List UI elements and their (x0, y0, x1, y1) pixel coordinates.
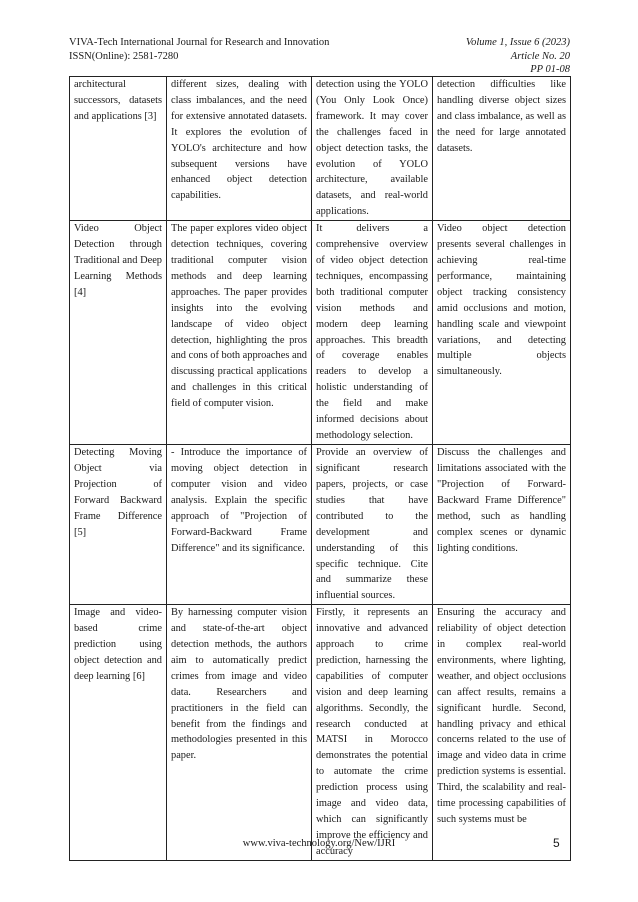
literature-review-table (69, 76, 571, 861)
paper-title-cell: Video Object Detection through Traditional and Deep Learning Methods [4] (70, 221, 167, 445)
paper-title-cell: Detecting Moving Object via Projection of Forward Backward Frame Difference [5] (70, 445, 167, 605)
contribution-cell: Firstly, it represents an innovative and advanced approach to crime prediction, harnessing the capabilities of computer vision and deep learning algorithms. Secondly, the research conducted at MATSI in Morocco demonstrates the potential to automate the crime prediction process using image and video data, which can significantly improve the efficiency and accuracy (312, 605, 433, 861)
contribution-cell: Provide an overview of significant research papers, projects, or case studies that have contributed to the development and understanding of this specific technique. Cite and summarize these influential sources. (312, 445, 433, 605)
challenges-cell: Ensuring the accuracy and reliability of object detection in complex real-world environments, where lighting, weather, and object occlusions can affect results, remains a significant hurdle. Second, handling privacy and ethical concerns related to the use of image and video data in crime prediction systems is essential. Third, the scalability and real-time processing capabilities of such systems must be (433, 605, 571, 861)
footer-url: www.viva-technology.org/New/IJRI (242, 838, 396, 849)
article-number: Article No. 20 (510, 50, 570, 62)
page-range: PP 01-08 (530, 64, 570, 75)
challenges-cell: Video object detection presents several challenges in achieving real-time performance, maintaining object tracking consistency amid occlusions and motion, handling scale and viewpoint variations, and detecting multiple objects simultaneously. (433, 221, 571, 445)
journal-name: VIVA-Tech International Journal for Research and Innovation (69, 37, 330, 48)
volume-issue: Volume 1, Issue 6 (2023) (465, 37, 570, 48)
paper-title-cell: Image and video-based crime prediction using object detection and deep learning [6] (70, 605, 167, 861)
table-row (70, 445, 571, 605)
page-header (69, 36, 570, 76)
table-row (70, 221, 571, 445)
paper-title-cell: architectural successors, datasets and applications [3] (70, 77, 167, 221)
challenges-cell: detection difficulties like handling diverse object sizes and class imbalance, as well as the need for large annotated datasets. (433, 77, 571, 221)
summary-cell: The paper explores video object detection techniques, covering traditional computer vision methods and deep learning approaches. The paper provides insights into the evolving landscape of video object detection, highlighting the pros and cons of both approaches and discussing practical applications and challenges in this critical field of computer vision. (167, 221, 312, 445)
issn: ISSN(Online): 2581-7280 (69, 51, 179, 62)
contribution-cell: It delivers a comprehensive overview of video object detection techniques, encompassing both traditional computer vision methods and modern deep learning approaches. This breadth of coverage enables readers to develop a holistic understanding of the field and make informed decisions about methodology selection. (312, 221, 433, 445)
page-number: 5 (553, 836, 560, 850)
challenges-cell: Discuss the challenges and limitations associated with the "Projection of Forward-Backward Frame Difference" method, such as handling complex scenes or dynamic lighting conditions. (433, 445, 571, 605)
journal-info (69, 36, 329, 64)
issue-info (466, 36, 570, 77)
summary-cell: different sizes, dealing with class imbalances, and the need for extensive annotated datasets. It explores the evolution of YOLO's architecture and how subsequent versions have enhanced object detection capabilities. (167, 77, 312, 221)
contribution-cell: detection using the YOLO (You Only Look Once) framework. It may cover the challenges faced in object detection tasks, the evolution of YOLO architecture, available datasets, and real-world applications. (312, 77, 433, 221)
table-row (70, 605, 571, 861)
summary-cell: - Introduce the importance of moving object detection in computer vision and video analysis. Explain the specific approach of "Projection of Forward-Backward Frame Difference" and its significance. (167, 445, 312, 605)
summary-cell: By harnessing computer vision and state-of-the-art object detection methods, the authors aim to automatically predict crimes from image and video data. Researchers and practitioners in the field can benefit from the findings and methodologies presented in this paper. (167, 605, 312, 861)
table-row (70, 77, 571, 221)
